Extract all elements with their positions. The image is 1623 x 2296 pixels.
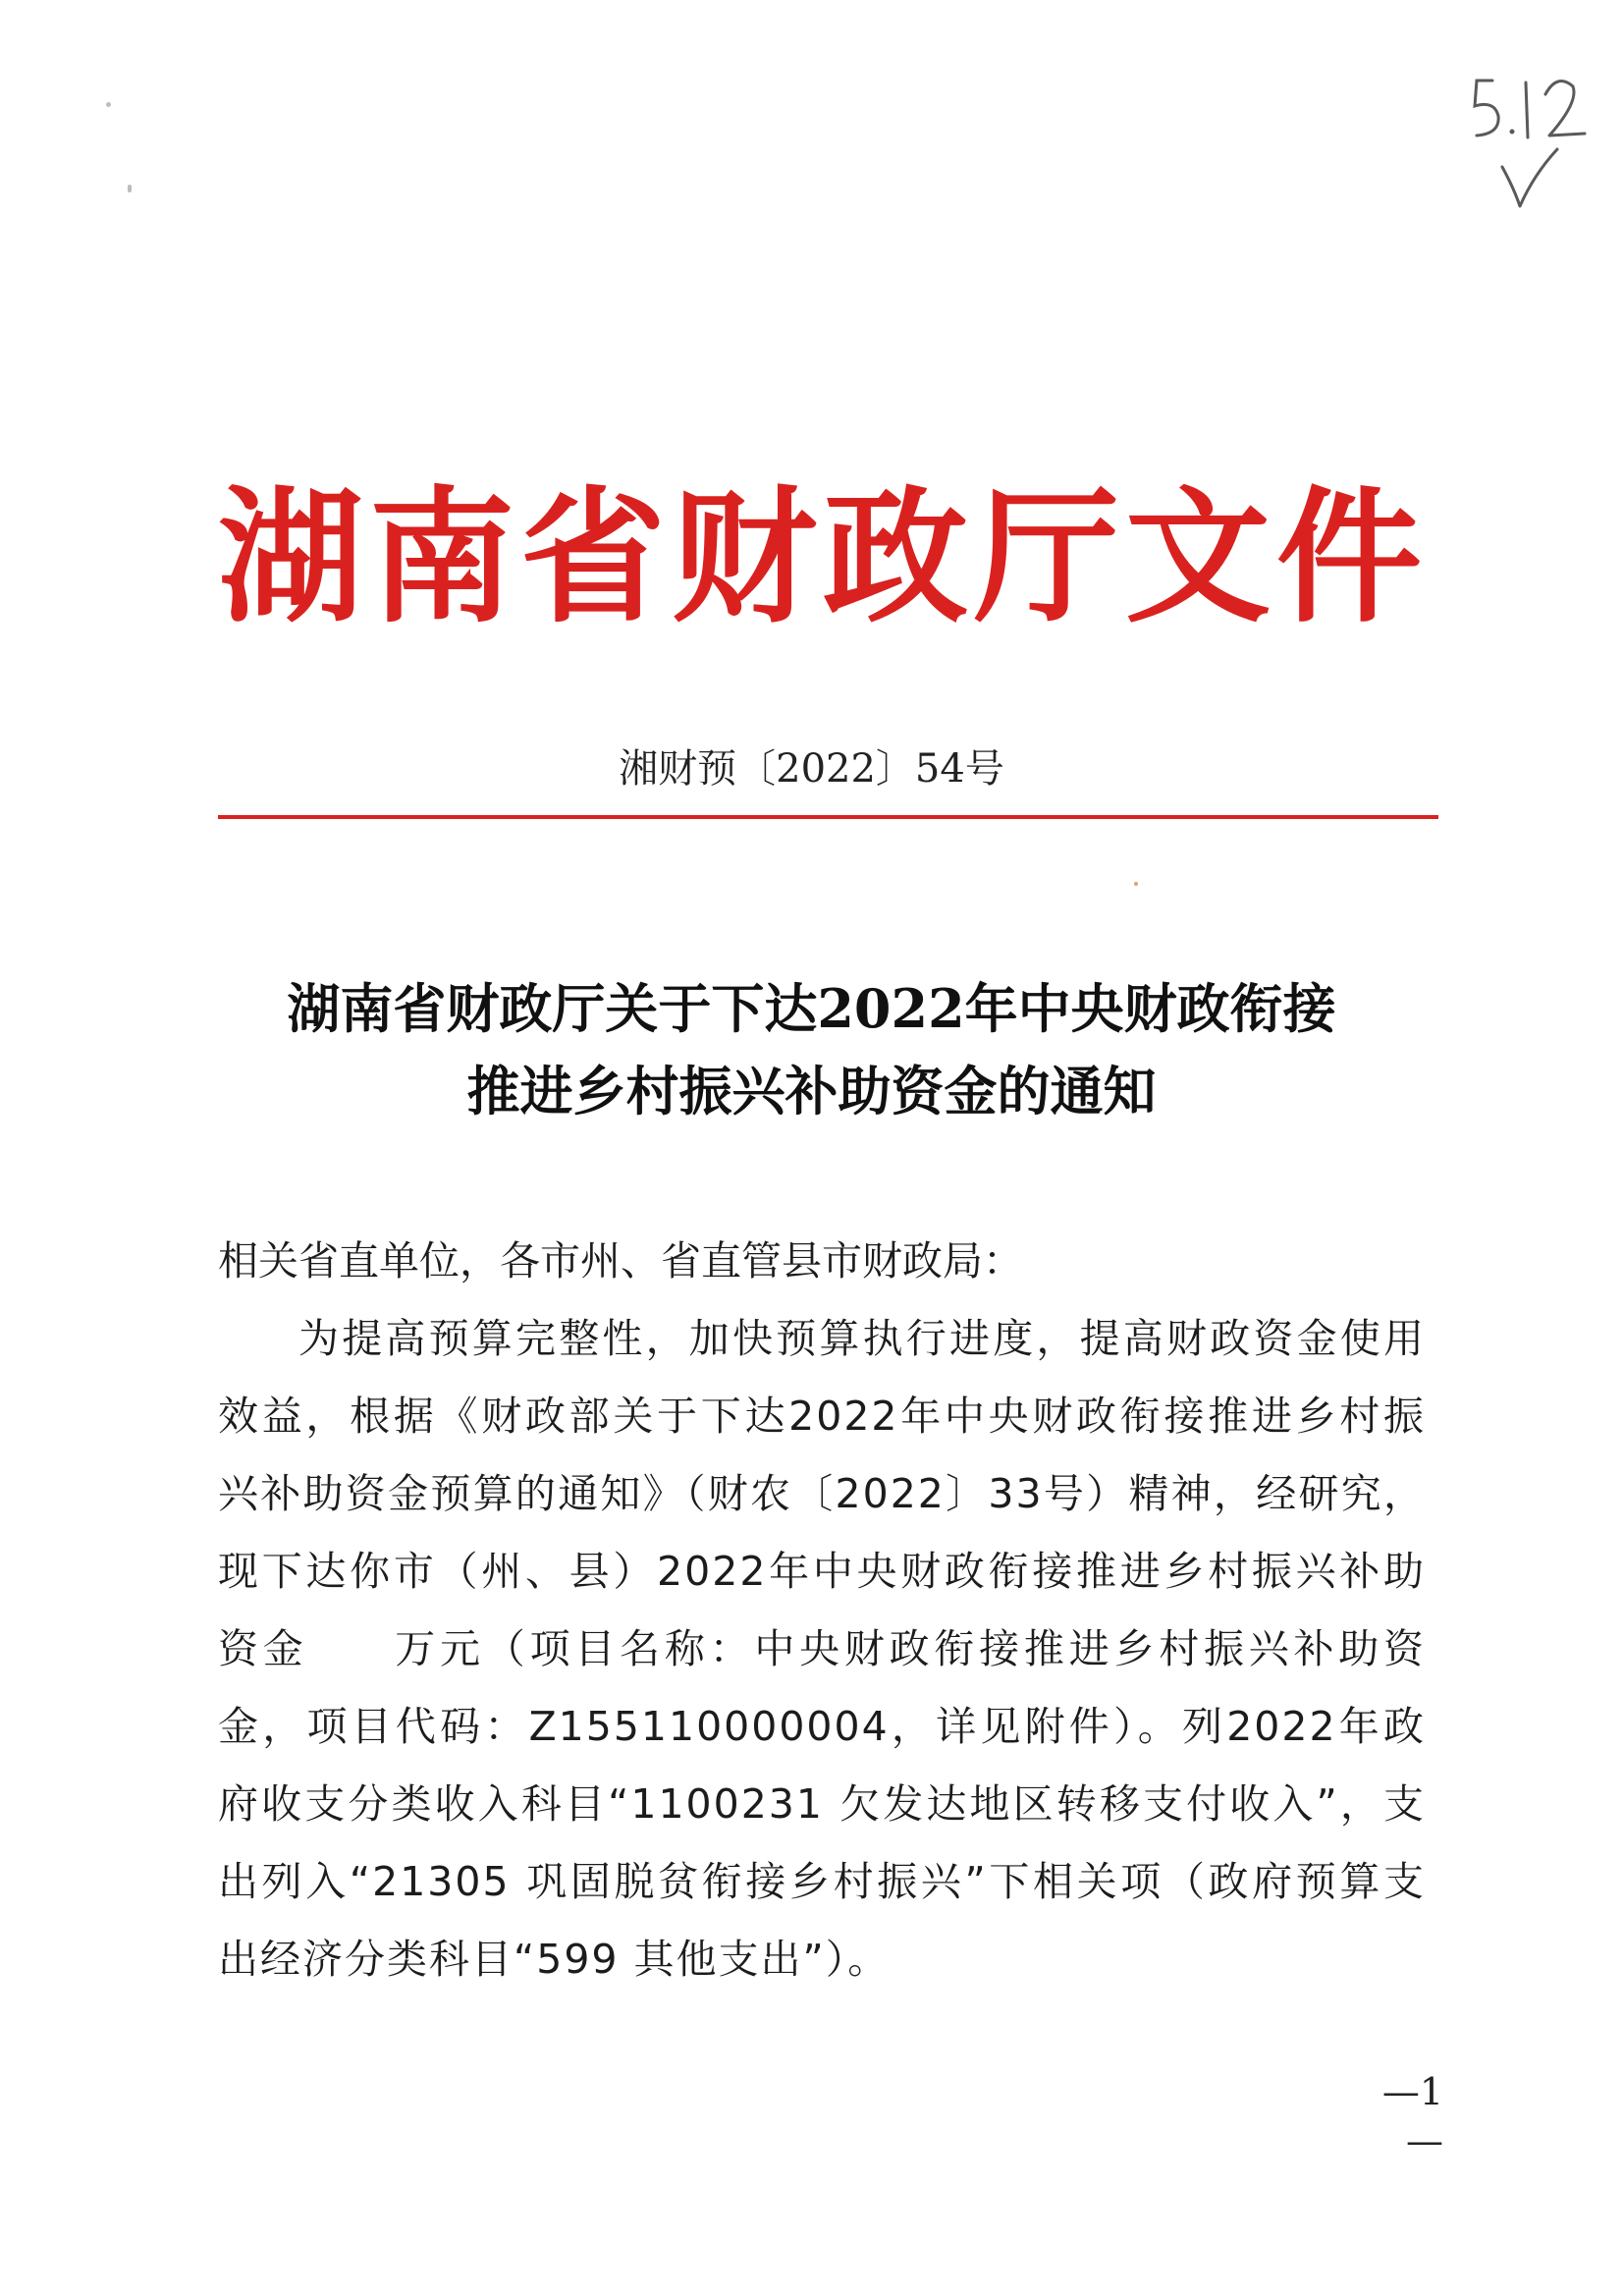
paragraph-text-part-1: 为提高预算完整性，加快预算执行进度，提高财政资金使用效益，根据《财政部关于下达2022年中央财政衔接推进乡村振兴补助资金预算的通知》（财农〔2022〕33号）精神，经研究，现下达你市（州、县）2022年中央财政衔接推进乡村振兴补助资金 <box>218 1315 1426 1672</box>
document-title-line-2: 推进乡村振兴补助资金的通知 <box>466 1060 1157 1122</box>
document-title <box>147 967 1476 1132</box>
red-divider-line <box>218 815 1438 819</box>
page-number: —1— <box>1381 2070 1443 2162</box>
handwritten-annotation <box>1463 59 1610 236</box>
paragraph-text-part-2: 万元（项目名称：中央财政衔接推进乡村振兴补助资金，项目代码：Z155110000004，详见附件）。列2022年政府收支分类收入科目“1100231 欠发达地区转移支付收入”，支出列入“21305 巩固脱贫衔接乡村振兴”下相关项（政府预算支出经济分类科目“599 其他支出”）。 <box>218 1625 1427 1983</box>
document-title-line-1: 湖南省财政厅关于下达2022年中央财政衔接 <box>287 977 1336 1040</box>
masthead-title: 湖南省财政厅文件 <box>218 473 1428 642</box>
scan-mark <box>106 102 111 107</box>
document-body <box>218 1223 1426 1998</box>
document-number: 湘财预〔2022〕54号 <box>619 746 1004 792</box>
salutation: 相关省直单位，各市州、省直管县市财政局： <box>218 1237 1023 1285</box>
handwritten-note-icon <box>1463 59 1610 236</box>
scan-mark <box>128 185 132 192</box>
body-paragraph <box>218 1300 1426 1998</box>
scan-mark <box>1134 882 1138 886</box>
